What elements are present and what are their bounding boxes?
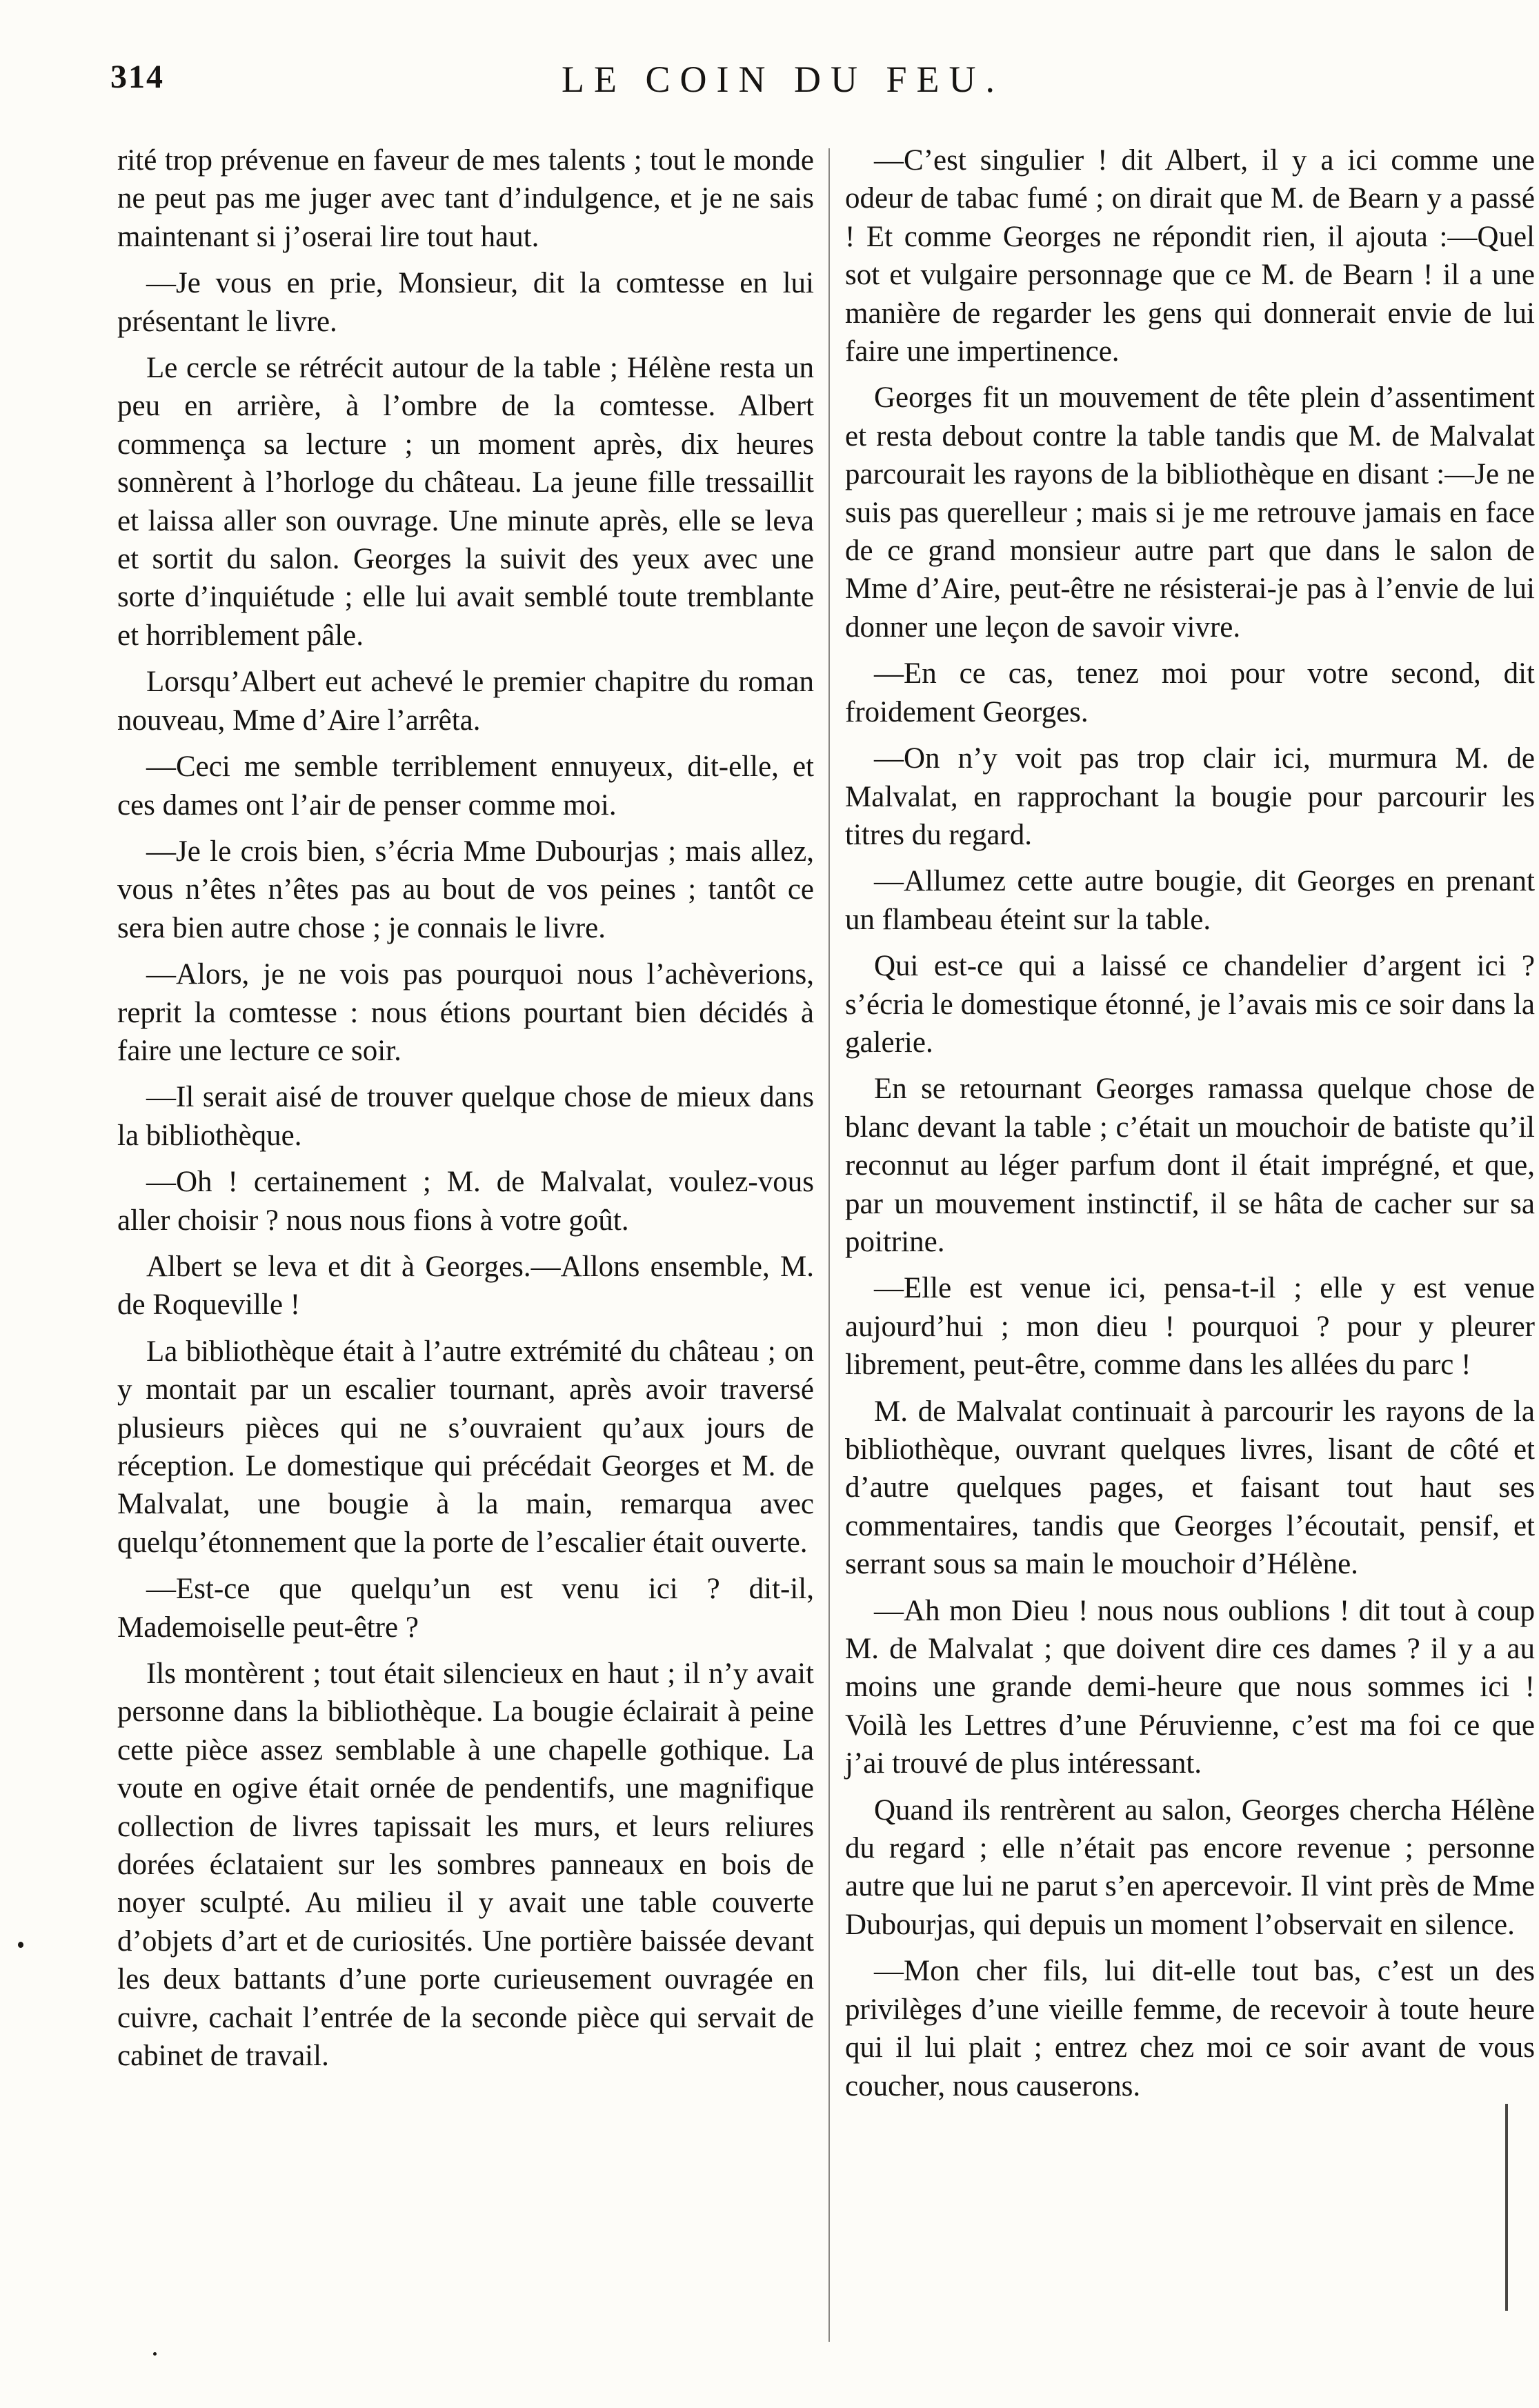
paragraph: —Je vous en prie, Monsieur, dit la comtesse en lui présentant le livre.: [117, 267, 814, 338]
paragraph: Lorsqu’Albert eut achevé le premier chapitre du roman nouveau, Mme d’Aire l’arrêta.: [117, 666, 814, 737]
paragraph: En se retournant Georges ramassa quelque chose de blanc devant la table ; c’était un mouchoir de batiste qu’il reconnut au léger parfum dont il était imprégné, et que, par un mouvement instinctif, il se hâta de cacher sur sa poitrine.: [845, 1073, 1535, 1258]
paragraph: Ils montèrent ; tout était silencieux en haut ; il n’y avait personne dans la bibliothèque. La bougie éclairait à peine cette pièce assez semblable à une chapelle gothique. La voute en ogive était ornée de pendentifs, une magnifique collection de livres tapissait les murs, et leurs reliures dorées éclataient sur les sombres panneaux en bois de noyer sculpté. Au milieu il y avait une table couverte d’objets d’art et de curiosités. Une portière baissée devant les deux battants d’une porte curieusement ouvragée en cuivre, cachait l’entrée de la seconde pièce qui servait de cabinet de travail.: [117, 1658, 814, 2073]
margin-rule-right: [1505, 2104, 1508, 2311]
paragraph: —Elle est venue ici, pensa-t-il ; elle y est venue aujourd’hui ; mon dieu ! pourquoi ? pour y pleurer librement, peut-être, comme dans les allées du parc !: [845, 1272, 1535, 1382]
paragraph: —Ceci me semble terriblement ennuyeux, dit-elle, et ces dames ont l’air de penser comme moi.: [117, 750, 814, 822]
paragraph: —Ah mon Dieu ! nous nous oublions ! dit tout à coup M. de Malvalat ; que doivent dire ces dames ? il y a au moins une grande demi-heure que nous sommes ici ! Voilà les Lettres d’une Péruvienne, c’est ma foi ce que j’ai trouvé de plus intéressant.: [845, 1594, 1535, 1780]
paragraph: —Alors, je ne vois pas pourquoi nous l’achèverions, reprit la comtesse : nous étions pourtant bien décidés à faire une lecture ce soir.: [117, 958, 814, 1067]
paragraph: rité trop prévenue en faveur de mes talents ; tout le monde ne peut pas me juger avec tant d’indulgence, et je ne sais maintenant si j’oserai lire tout haut.: [117, 144, 814, 253]
paragraph: Georges fit un mouvement de tête plein d’assentiment et resta debout contre la table tandis que M. de Malvalat parcourait les rayons de la bibliothèque en disant :—Je ne suis pas querelleur ; mais si je me retrouve jamais en face de ce grand monsieur autre part que dans le salon de Mme d’Aire, peut-être ne résisterai-je pas à l’envie de lui donner une leçon de savoir vivre.: [845, 381, 1535, 644]
paragraph: —Allumez cette autre bougie, dit Georges en prenant un flambeau éteint sur la table.: [845, 865, 1535, 936]
paragraph: La bibliothèque était à l’autre extrémité du château ; on y montait par un escalier tournant, après avoir traversé plusieurs pièces qui ne s’ouvraient qu’aux jours de réception. Le domestique qui précédait Georges et M. de Malvalat, une bougie à la main, remarqua avec quelqu’étonnement que la porte de l’escalier était ouverte.: [117, 1335, 814, 1559]
paragraph: —On n’y voit pas trop clair ici, murmura M. de Malvalat, en rapprochant la bougie pour parcourir les titres du regard.: [845, 742, 1535, 851]
paragraph: —En ce cas, tenez moi pour votre second, dit froidement Georges.: [845, 657, 1535, 728]
paragraph: Quand ils rentrèrent au salon, Georges chercha Hélène du regard ; elle n’était pas encore revenue ; personne autre que lui ne parut s’en apercevoir. Il vint près de Mme Dubourjas, qui depuis un moment l’observait en silence.: [845, 1793, 1535, 1941]
ink-speck: [18, 1942, 23, 1948]
paragraph: M. de Malvalat continuait à parcourir les rayons de la bibliothèque, ouvrant quelques livres, lisant de côté et d’autre quelques pages, et faisant tout haut ses commentaires, tandis que Georges l’écoutait, pensif, et serrant sous sa main le mouchoir d’Hélène.: [845, 1395, 1535, 1581]
paragraph: —Est-ce que quelqu’un est venu ici ? dit-il, Mademoiselle peut-être ?: [117, 1573, 814, 1644]
left-column: [117, 141, 814, 2084]
paragraph: Le cercle se rétrécit autour de la table ; Hélène resta un peu en arrière, à l’ombre de la comtesse. Albert commença sa lecture ; un moment après, dix heures sonnèrent à l’horloge du château. La jeune fille tressaillit et laissa aller son ouvrage. Une minute après, elle se leva et sortit du salon. Georges la suivit des yeux avec une sorte d’inquiétude ; elle lui avait semblé toute tremblante et horriblement pâle.: [117, 352, 814, 652]
paragraph: —Il serait aisé de trouver quelque chose de mieux dans la bibliothèque.: [117, 1081, 814, 1152]
paragraph: —Mon cher fils, lui dit-elle tout bas, c’est un des privilèges d’une vieille femme, de recevoir à toute heure qui il lui plait ; entrez chez moi ce soir avant de vous coucher, nous causerons.: [845, 1955, 1535, 2102]
right-column: [845, 141, 1535, 2113]
column-divider: [828, 148, 830, 2342]
paragraph: Qui est-ce qui a laissé ce chandelier d’argent ici ? s’écria le domestique étonné, je l’avais mis ce soir dans la galerie.: [845, 950, 1535, 1059]
paragraph: Albert se leva et dit à Georges.—Allons ensemble, M. de Roqueville !: [117, 1250, 814, 1322]
paragraph: —Oh ! certainement ; M. de Malvalat, voulez-vous aller choisir ? nous nous fions à votre goût.: [117, 1166, 814, 1237]
running-head: [103, 58, 1462, 116]
paragraph: —Je le crois bien, s’écria Mme Dubourjas ; mais allez, vous n’êtes n’êtes pas au bout de vos peines ; tantôt ce sera bien autre chose ; je connais le livre.: [117, 835, 814, 944]
book-title: LE COIN DU FEU.: [562, 59, 1004, 100]
page-number: 314: [110, 59, 164, 95]
ink-speck: [153, 2352, 157, 2356]
paragraph: —C’est singulier ! dit Albert, il y a ici comme une odeur de tabac fumé ; on dirait que M. de Bearn y a passé ! Et comme Georges ne répondit rien, il ajouta :—Quel sot et vulgaire personnage que ce M. de Bearn ! il a une manière de regarder les gens qui donnerait envie de lui faire une impertinence.: [845, 144, 1535, 368]
